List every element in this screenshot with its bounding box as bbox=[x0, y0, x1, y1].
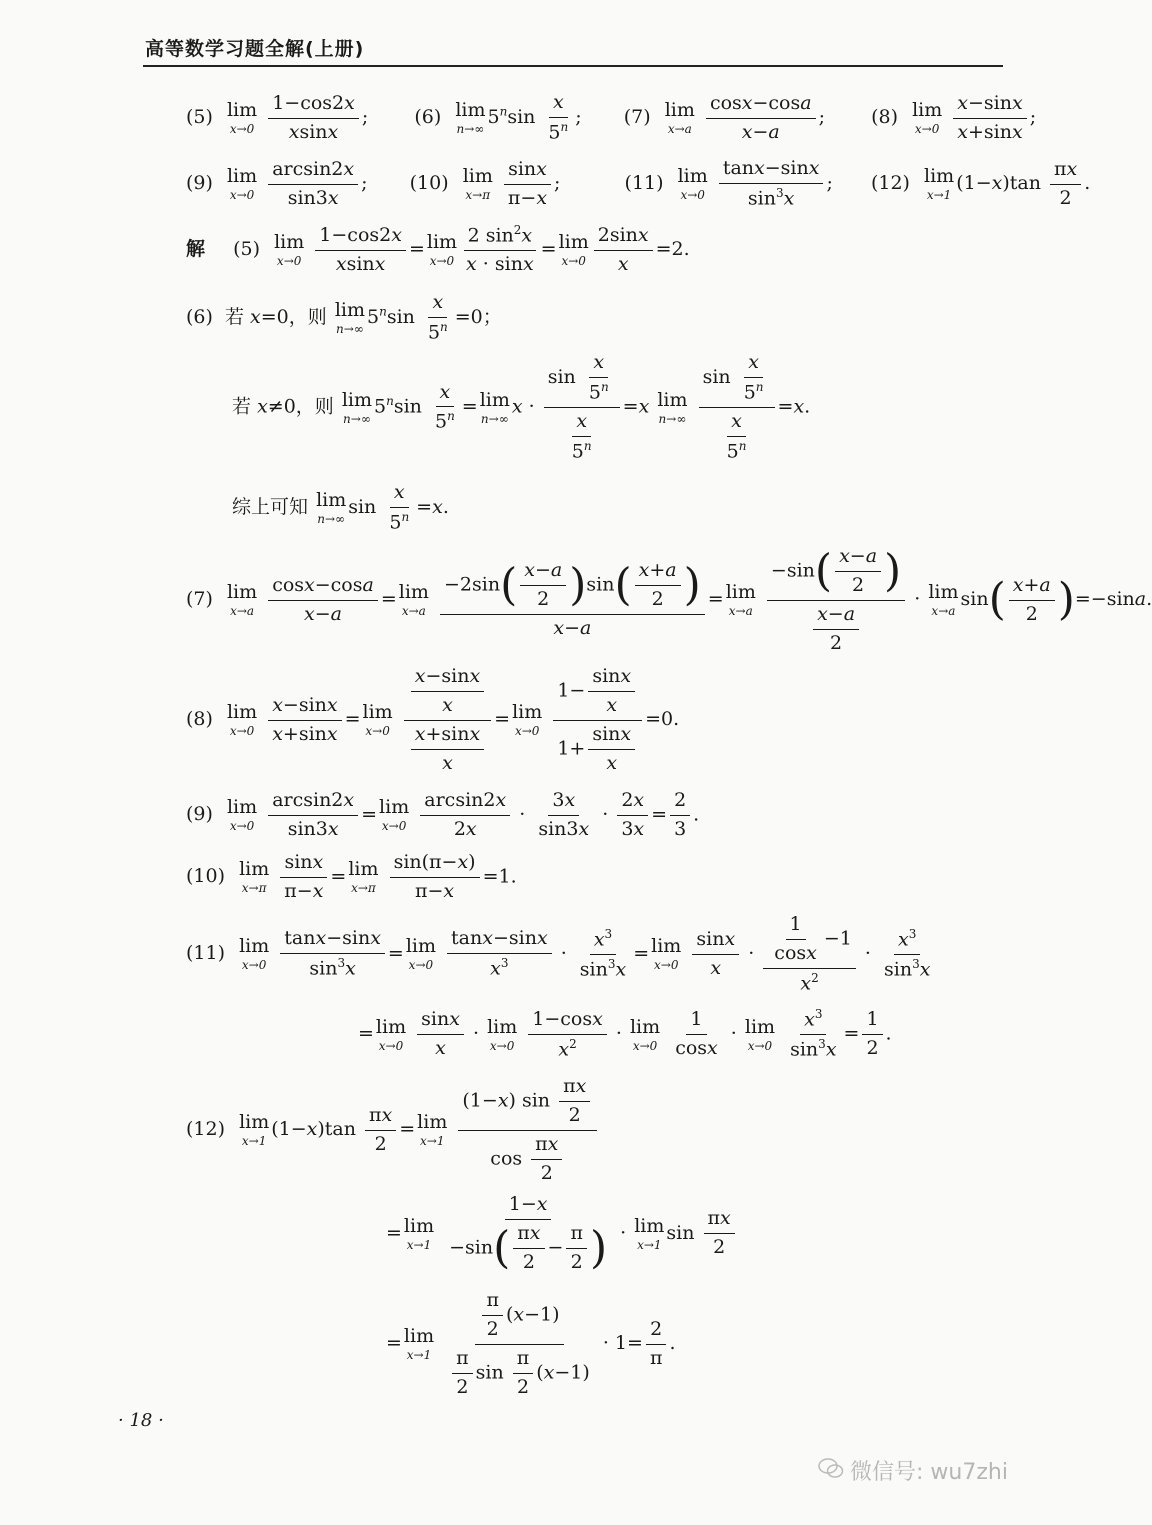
lim: lim x→0 bbox=[677, 165, 708, 202]
fraction: $\frac{2}{3}$ bbox=[670, 790, 690, 841]
lim: lim x→a bbox=[664, 99, 695, 136]
lim: lim x→0 bbox=[274, 231, 305, 268]
fraction: $\frac{1-\cos x}{x^2}$ bbox=[528, 1009, 607, 1061]
lim: lim x→π bbox=[462, 165, 493, 202]
lim: lim x→0 bbox=[629, 1015, 661, 1053]
fraction: $\frac{\sin x}{x}$ bbox=[692, 929, 739, 980]
label-6: (6) bbox=[414, 106, 442, 128]
lim: lim x→1 bbox=[403, 1214, 435, 1252]
fraction: sin $\frac{x}{5^n}$ $\frac{x}{5^n}$ bbox=[699, 352, 775, 463]
fraction: $\frac{\pi x}{2}$ bbox=[1050, 159, 1081, 210]
watermark-text: 微信号: wu7zhi bbox=[850, 1460, 1008, 1485]
lim: lim x→1 bbox=[417, 1111, 448, 1149]
solution-8: (8) lim x→0 $\frac{x-\sin x}{x+\sin x}$ = lim x→0 $\frac{\frac{x-\sin x}{x}}{\frac{x+\sin x}{x}}$ = lim x→0 1− $\frac{\sin x}{x}$ 1+ $\frac{\sin x}{x}$ =0. bbox=[186, 665, 680, 774]
fraction: $\frac{x+a}{2}$ bbox=[1009, 575, 1055, 626]
lim: lim x→1 bbox=[403, 1325, 435, 1363]
fraction: sin $\frac{x}{5^n}$ $\frac{x}{5^n}$ bbox=[544, 352, 620, 463]
fraction: $\frac{x}{5^n}$ bbox=[548, 91, 569, 144]
lim: lim n→∞ bbox=[341, 388, 373, 426]
fraction: $\frac{x^3}{\sin^3x}$ bbox=[790, 1007, 837, 1061]
fraction: $\frac{2 \sin^2x}{x \cdot \sin x}$ bbox=[462, 224, 538, 276]
fraction: $\frac{\pi x}{2}$ bbox=[704, 1208, 735, 1259]
fraction: $\frac{3x}{\sin 3x}$ bbox=[538, 789, 590, 840]
label-12: (12) bbox=[186, 1118, 226, 1141]
solution-9: (9) lim x→0 $\frac{\arcsin 2x}{\sin 3x}$ = lim x→0 $\frac{\arcsin 2x}{2x}$ · $\frac{3x}{\sin 3x}$ · $\frac{2x}{3x}$ = $\frac{2}{3}$ . bbox=[186, 789, 700, 840]
lim: lim x→0 bbox=[226, 796, 258, 834]
label-8: (8) bbox=[186, 708, 213, 731]
lim: lim x→0 bbox=[379, 796, 410, 834]
fraction: $\frac{1-\cos 2x}{xsinx}$ bbox=[315, 225, 406, 276]
label-5: (5) bbox=[233, 238, 261, 260]
fraction: $\frac{\arcsin 2x}{\sin 3x}$ bbox=[268, 790, 358, 841]
fraction: $\frac{\sin x}{\pi-x}$ bbox=[280, 852, 327, 903]
fraction: $\frac{\tan x-\sin x}{\sin^3x}$ bbox=[719, 158, 824, 210]
solution-10: (10) lim x→π $\frac{\sin x}{\pi-x}$ = lim x→π $\frac{\sin(\pi-x)}{\pi-x}$ =1. bbox=[186, 851, 517, 902]
lim: lim x→π bbox=[348, 858, 379, 896]
fraction: $\frac{1-\cos 2x}{xsinx}$ bbox=[268, 93, 359, 144]
label-12: (12) bbox=[870, 172, 910, 194]
fraction: $\frac{1}{\cos x}$ bbox=[675, 1008, 718, 1060]
fraction: $\frac{2\sin x}{x}$ bbox=[594, 225, 653, 276]
fraction: $\frac{x-\sin x}{x+\sin x}$ bbox=[268, 695, 341, 746]
lim: lim x→0 bbox=[226, 701, 258, 739]
lim: lim n→∞ bbox=[334, 299, 365, 336]
fraction: $\frac{x^3}{\sin^3x}$ bbox=[884, 926, 931, 981]
text-summary: 综上可知 bbox=[232, 496, 309, 518]
lim: lim x→0 bbox=[405, 935, 436, 973]
fraction: −sin( $\frac{x-a}{2}$ ) $\frac{x-a}{2}$ bbox=[767, 546, 905, 654]
fraction: (1−x) sin $\frac{\pi x}{2}$ cos $\frac{\pi x}{2}$ bbox=[458, 1076, 597, 1184]
label-7: (7) bbox=[623, 106, 651, 128]
lim: lim x→0 bbox=[558, 231, 589, 268]
solution-11-line-1: (11) lim x→0 $\frac{\tan x-\sin x}{\sin^3x}$ = lim x→0 $\frac{\tan x-\sin x}{x^3}$ · $\frac{x^3}{\sin^3x}$ = lim x→0 $\frac{\sin x}{x}$ · $\frac{1}{\cos x}$ −1 $x^2$ · $\frac{x^3}{\sin^3x}$ bbox=[186, 914, 937, 995]
fraction: 1−x −sin( $\frac{\pi x}{2}$ − $\frac{\pi}{2}$ ) bbox=[449, 1193, 608, 1274]
label-10: (10) bbox=[409, 172, 449, 194]
fraction: $\frac{1}{2}$ bbox=[862, 1009, 882, 1060]
problems-row-2: (9) lim x→0 $\frac{\arcsin 2x}{\sin 3x}$ ; (10) lim x→π $\frac{\sin x}{\pi-x}$ ; (11) lim x→0 $\frac{\tan x-\sin x}{\sin^3x}$ ; (12) lim x→1 (1−x)tan $\frac{\pi x}{2}$ . bbox=[186, 157, 1091, 210]
lim: lim x→0 bbox=[362, 701, 393, 739]
fraction: $\frac{\arcsin 2x}{2x}$ bbox=[420, 790, 510, 841]
fraction: $\frac{\sin x}{x}$ bbox=[417, 1009, 464, 1060]
fraction: $\frac{x}{5^n}$ bbox=[427, 291, 448, 344]
page-number: · 18 · bbox=[118, 1410, 164, 1431]
label-9: (9) bbox=[186, 172, 213, 194]
lim: lim x→0 bbox=[651, 935, 682, 973]
lim: lim x→π bbox=[239, 858, 270, 896]
fraction: $\frac{2}{\pi}$ bbox=[646, 1319, 667, 1370]
label-9: (9) bbox=[186, 803, 213, 826]
problems-row-1: (5) lim x→0 $\frac{1-\cos 2x}{xsinx}$ ; (6) lim n→∞ 5$^n$sin $\frac{x}{5^n}$ ; (7) lim x→a $\frac{\cos x-\cos a}{x-a}$ ; (8) lim x→0 $\frac{x-\sin x}{x+\sin x}$ ; bbox=[186, 91, 1037, 144]
fraction: $\frac{\pi}{2}$ (x−1) $\frac{\pi}{2}$ sin $\frac{\pi}{2}$ (x−1) bbox=[445, 1290, 594, 1398]
fraction: $\frac{\arcsin 2x}{\sin 3x}$ bbox=[268, 159, 358, 210]
lim: lim x→0 bbox=[426, 231, 458, 268]
fraction: $\frac{\pi x}{2}$ bbox=[365, 1105, 396, 1156]
lim: lim x→1 bbox=[924, 165, 955, 202]
lim: lim x→1 bbox=[634, 1214, 665, 1252]
text-then: 则 bbox=[307, 306, 327, 328]
fraction: −2sin( $\frac{x-a}{2}$ )sin( $\frac{x+a}{2}$ ) x−a bbox=[440, 560, 705, 640]
fraction: $\frac{\frac{x-\sin x}{x}}{\frac{x+\sin x}{x}}$ bbox=[404, 666, 491, 774]
fraction: $\frac{\tan x-\sin x}{x^3}$ bbox=[447, 928, 552, 980]
fraction: $\frac{\cos x-\cos a}{x-a}$ bbox=[268, 575, 378, 626]
lim: lim x→0 bbox=[912, 99, 943, 136]
lim: lim x→0 bbox=[487, 1015, 518, 1053]
fraction: $\frac{1}{\cos x}$ −1 $x^2$ bbox=[763, 914, 856, 995]
label-11: (11) bbox=[186, 942, 226, 965]
fraction: $\frac{\sin(\pi-x)}{\pi-x}$ bbox=[390, 852, 480, 903]
fraction: $\frac{x^3}{\sin^3x}$ bbox=[579, 926, 627, 981]
label-5: (5) bbox=[186, 106, 213, 128]
lim: lim x→a bbox=[725, 581, 756, 619]
solution-6-summary: 综上可知 lim n→∞ sin $\frac{x}{5^n}$ =x. bbox=[232, 481, 449, 534]
fraction: $\frac{\tan x-\sin x}{\sin^3x}$ bbox=[280, 928, 385, 980]
fraction: 1− $\frac{\sin x}{x}$ 1+ $\frac{\sin x}{x}$ bbox=[553, 666, 642, 774]
fraction: $\frac{\cos x-\cos a}{x-a}$ bbox=[706, 93, 816, 144]
lim: lim n→∞ bbox=[657, 388, 688, 426]
solution-6-case-zero: (6) 若 x=0，则 lim n→∞ 5$^n$sin $\frac{x}{5^n}$ =0； bbox=[186, 291, 502, 344]
lim: lim n→∞ bbox=[455, 99, 486, 136]
solution-11-line-2: = lim x→0 $\frac{\sin x}{x}$ · lim x→0 $\frac{1-\cos x}{x^2}$ · lim x→0 $\frac{1}{\cos x}$ · lim x→0 $\frac{x^3}{\sin^3x}$ = $\frac{1}{2}$ . bbox=[358, 1007, 892, 1061]
fraction: $\frac{x}{5^n}$ bbox=[389, 481, 410, 534]
label-6: (6) bbox=[186, 306, 213, 328]
solution-mark: 解 bbox=[186, 238, 206, 260]
label-11: (11) bbox=[624, 172, 664, 194]
text-if: 若 bbox=[224, 306, 244, 328]
lim: lim n→∞ bbox=[479, 388, 510, 426]
solution-6-case-nonzero: 若 x≠0，则 lim n→∞ 5$^n$sin $\frac{x}{5^n}$ = lim n→∞ x · sin $\frac{x}{5^n}$ $\frac{x}{5^n}$ =x lim n→∞ sin $\frac{x}{5^n}$ $\frac{x}{5^n}$ =x. bbox=[232, 351, 811, 463]
solution-12-line-2: = lim x→1 1−x −sin( $\frac{\pi x}{2}$ − $\frac{\pi}{2}$ ) · lim x→1 sin $\frac{\pi x}{2}$ bbox=[386, 1194, 738, 1274]
page-header-title: 高等数学习题全解(上册) bbox=[145, 38, 365, 60]
lim: lim x→a bbox=[226, 581, 258, 619]
solution-12-line-1: (12) lim x→1 (1−x)tan $\frac{\pi x}{2}$ = lim x→1 (1−x) sin $\frac{\pi x}{2}$ cos $\frac{\pi x}{2}$ bbox=[186, 1076, 600, 1184]
fraction: $\frac{x}{5^n}$ bbox=[434, 380, 455, 433]
lim: lim x→0 bbox=[744, 1015, 776, 1053]
fraction: $\frac{x-\sin x}{x+\sin x}$ bbox=[953, 93, 1026, 144]
fraction: $\frac{2x}{3x}$ bbox=[617, 790, 648, 841]
header-rule bbox=[143, 65, 1003, 67]
label-8: (8) bbox=[871, 106, 899, 128]
solution-5: 解 (5) lim x→0 $\frac{1-\cos 2x}{xsinx}$ = lim x→0 $\frac{2 \sin^2x}{x \cdot \sin x}$ = lim x→0 $\frac{2\sin x}{x}$ =2. bbox=[186, 223, 690, 276]
lim: lim n→∞ bbox=[316, 489, 347, 526]
text-if: 若 bbox=[232, 395, 252, 418]
lim: lim x→0 bbox=[375, 1015, 407, 1053]
lim: lim x→0 bbox=[512, 701, 543, 739]
solution-12-line-3: = lim x→1 $\frac{\pi}{2}$ (x−1) $\frac{\pi}{2}$ sin $\frac{\pi}{2}$ (x−1) · 1= $\frac{2}{\pi}$ . bbox=[386, 1289, 676, 1398]
lim: lim x→a bbox=[398, 581, 429, 619]
lim: lim x→a bbox=[928, 581, 959, 619]
wechat-icon bbox=[818, 1457, 844, 1479]
solution-7: (7) lim x→a $\frac{\cos x-\cos a}{x-a}$ = lim x→a −2sin( $\frac{x-a}{2}$ )sin( $\frac{x+a}{2}$ ) x−a = lim x→a −sin( $\frac{x-a}{2}$ ) $\frac{x-a}{2}$ · lim x→a sin( $\frac{x+a}{2}$ )=−sina. bbox=[186, 545, 1152, 654]
lim: lim x→0 bbox=[226, 99, 258, 136]
fraction: $\frac{\sin x}{\pi-x}$ bbox=[504, 159, 551, 210]
lim: lim x→1 bbox=[239, 1111, 270, 1149]
label-10: (10) bbox=[186, 865, 226, 888]
text-then: 则 bbox=[314, 395, 334, 418]
label-7: (7) bbox=[186, 588, 213, 611]
lim: lim x→0 bbox=[226, 165, 258, 202]
lim: lim x→0 bbox=[239, 935, 270, 973]
